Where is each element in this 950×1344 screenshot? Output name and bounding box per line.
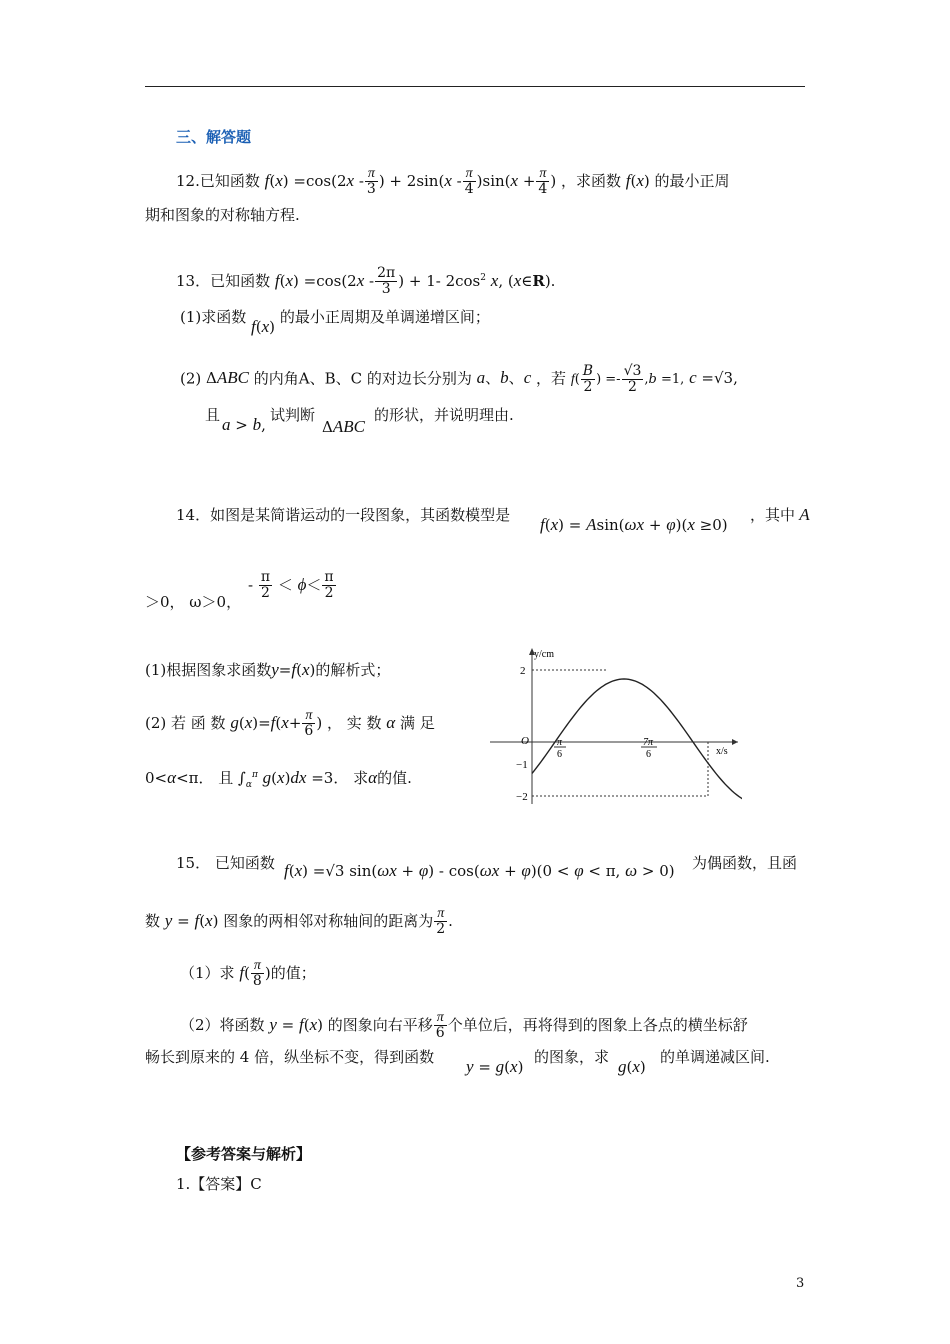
y-axis-label: y/cm: [534, 649, 554, 660]
tick-x-7pi6-num: 7π: [643, 737, 654, 748]
q14-model: f(x) = Asin(ωx + φ)(x ≥0): [540, 515, 728, 534]
q15-part2-mid: 的图象向右平移: [327, 1015, 433, 1034]
q13-part1-pre: (1)求函数: [180, 308, 247, 326]
tick-x-pi6-den: 6: [557, 749, 562, 760]
section-title: 三、解答题: [176, 128, 252, 146]
tick-x-7pi6-den: 6: [646, 749, 651, 760]
q12-prefix: 12.已知函数: [176, 171, 260, 190]
tick-y-m1: −1: [516, 759, 528, 771]
q15-part2-line2: [145, 1046, 434, 1068]
q13-part2-if: ，若: [536, 369, 567, 388]
q13-part2-and: 且: [205, 406, 221, 424]
q14-part1-text: (1)根据图象求函数: [145, 661, 272, 679]
q14-part3-b: <π． 且: [176, 769, 234, 787]
q15-line2-end: .: [448, 911, 453, 930]
q14-part2-end: 满 足: [400, 713, 435, 732]
tick-y-m2: −2: [516, 791, 528, 803]
q15-line2-mid: 图象的两相邻对称轴间的距离为: [223, 911, 434, 930]
q14-part3: 0<α<π． 且 $\int_\alpha^\pi$ g(x)dx =3． 求α的值.: [145, 768, 412, 790]
q14-line1-end-text: ，其中: [750, 506, 796, 524]
q13-part2-text: 的内角A、B、C 的对边长分别为: [253, 369, 472, 388]
q15-part2-mid2: 的图象，求: [534, 1048, 610, 1066]
tick-y-2: 2: [520, 665, 526, 677]
q14-phi-range: - $\frac{\pi}{2}$ ＜ ϕ＜ $\frac{\pi}{2}$: [248, 569, 334, 602]
q13-part2: (2) ΔABC 的内角A、B、C 的对边长分别为 a、b、c ，若 f( $\frac{B}{2}$ ) =- $\frac{√3}{2}$ ,b =1, c =√3,: [180, 363, 738, 396]
q14-part2: (2) 若 函 数 g(x)=f(x+ $\frac{\pi}{6}$ ) ， 实 数 α 满 足: [145, 708, 435, 740]
q15-line2-pre: 数: [145, 911, 161, 930]
x-axis-label: x/s: [716, 746, 728, 757]
q13-part2-pre: (2): [180, 369, 202, 388]
q15-line1: [176, 852, 275, 874]
q15-part2-end: 个单位后，再将得到的图象上各点的横坐标舒: [447, 1015, 748, 1034]
tick-x-pi6-num: π: [557, 737, 563, 748]
q15-formula: f(x) =√3 sin(ωx + φ) - cos(ωx + φ)(0 < φ < π, ω > 0): [284, 861, 675, 880]
q14-part3-c: ． 求: [333, 769, 369, 787]
q15-part2: （2）将函数 y = f(x) 的图象向右平移 $\frac{\pi}{6}$ 个单位后，再将得到的图象上各点的横坐标舒: [180, 1010, 748, 1042]
q14-part1-end: 的解析式；: [315, 661, 391, 679]
q15-prefix: 15． 已知函数: [176, 854, 275, 872]
q15-line2: 数 y = f(x) 图象的两相邻对称轴间的距离为 $\frac{\pi}{2}$ .: [145, 906, 453, 938]
q13-part2-judge-text: 试判断: [270, 406, 316, 424]
q15-part2-end2: 的单调递减区间.: [660, 1048, 770, 1066]
q14-part2-pre: (2) 若 函 数: [145, 713, 226, 732]
q15-part2-pre: （2）将函数: [180, 1015, 265, 1034]
q14-part3-d: 的值.: [377, 769, 412, 787]
q15-line1-end: 为偶函数，且函: [692, 854, 798, 872]
q13-part1: (1)求函数 f(x) 的最小正周期及单调递增区间；: [180, 308, 490, 336]
header-rule: [145, 86, 805, 87]
q12-formula: f(x) =cos(2x - $\frac{\pi}{3}$ ) + 2sin(x - $\frac{\pi}{4}$ )sin(x + $\frac{\pi}{4}$ ): [264, 166, 557, 198]
q15-part1-end: 的值；: [270, 963, 316, 982]
answer-1: 1.【答案】C: [176, 1175, 262, 1193]
q14-graph: [486, 644, 742, 808]
q13-formula: f(x) =cos(2x - $\frac{2\pi}{3}$ ) + 1- $2\cos^2$ x, (x∈R).: [274, 265, 556, 298]
x-axis-arrow: [732, 739, 738, 745]
q14-part3-a: 0<: [145, 769, 168, 787]
q15-g2: g(x): [618, 1057, 646, 1076]
q13-triangle: ΔABC: [322, 417, 365, 436]
q15-part3-pre: 畅长到原来的 4 倍，纵坐标不变，得到函数: [145, 1048, 435, 1066]
q13-line1: [176, 266, 555, 298]
q13-part2-cond: a > b,: [222, 415, 266, 434]
q13-part2-end: 的形状，并说明理由.: [374, 406, 514, 424]
q12-line1: 12.已知函数 f(x) =cos(2x - $\frac{\pi}{3}$ ) + 2sin(x - $\frac{\pi}{4}$ )sin(x + $\frac{\pi}{4}$ ) ，求函数 f(x) 的最小正周: [176, 166, 730, 198]
q13-part1-post: 的最小正周期及单调递增区间；: [279, 308, 490, 326]
origin-label: O: [521, 735, 529, 747]
q15-part1-pre: （1）求: [180, 963, 235, 982]
q15-part1: （1）求 f( $\frac{\pi}{8}$ )的值；: [180, 958, 316, 990]
q13-prefix: 13．已知函数: [176, 271, 271, 290]
q13-part2-judge: [270, 404, 315, 426]
q12-line2: 期和图象的对称轴方程.: [145, 206, 300, 224]
q13-part2-line2: [205, 404, 220, 426]
q14-part2-mid: ， 实 数: [326, 713, 382, 732]
q12-suffix: ，求函数: [560, 171, 621, 190]
q14-line1-end: ，其中 A: [750, 505, 810, 524]
q14-part1: (1)根据图象求函数y=f(x)的解析式；: [145, 660, 391, 679]
q12-end: 的最小正周: [654, 171, 730, 190]
q14-line1: [176, 504, 510, 526]
q14-line1-text: 14．如图是某简谐运动的一段图象，其函数模型是: [176, 506, 511, 524]
q14-cond: ＞0， ω＞0，: [145, 593, 242, 611]
page-number: 3: [796, 1276, 805, 1291]
answers-title: 【参考答案与解析】: [176, 1145, 312, 1163]
q15-g: y = g(x): [466, 1057, 524, 1076]
